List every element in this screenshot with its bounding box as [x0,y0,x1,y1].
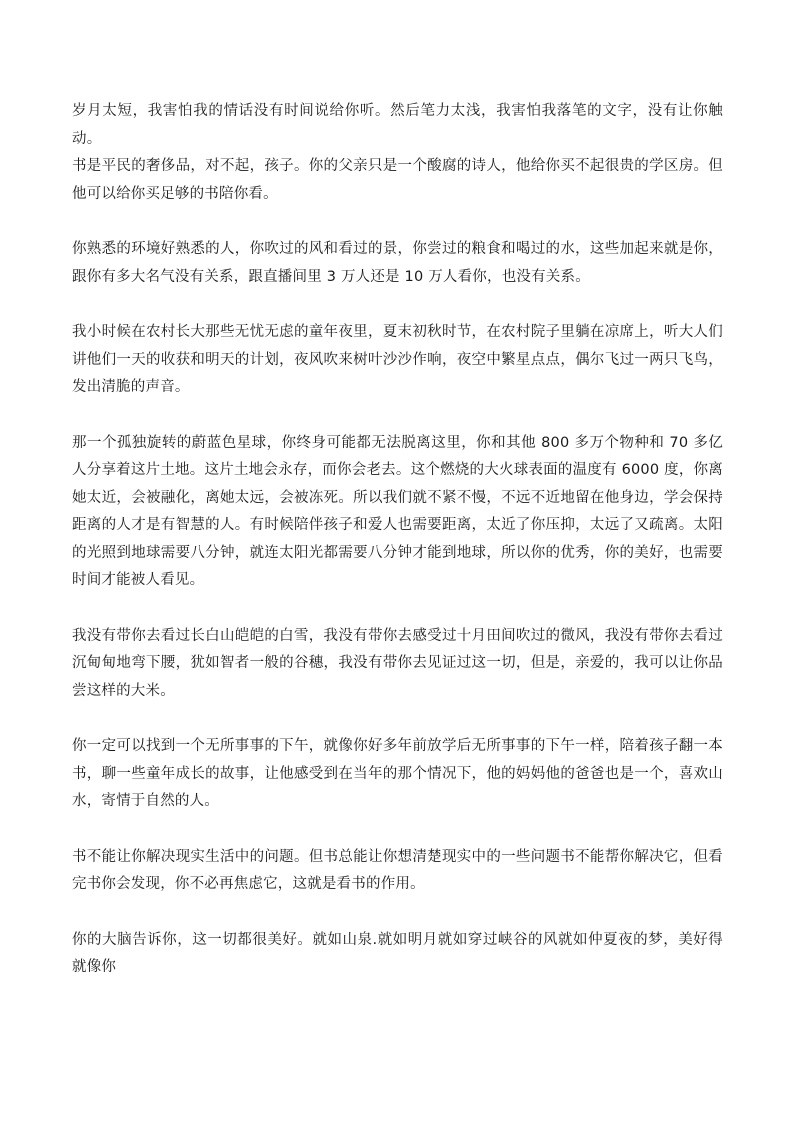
paragraph-spacer [72,402,723,430]
document-body [72,98,723,982]
paragraph-1: 岁月太短，我害怕我的情话没有时间说给你听。然后笔力太浅，我害怕我落笔的文字，没有让你触动。 [72,103,723,147]
paragraph-8: 书不能让你解决现实生活中的问题。但书总能让你想清楚现实中的一些问题书不能帮你解决它，但看完书你会发现，你不必再焦虑它，这就是看书的作用。 [72,848,723,892]
paragraph-spacer [72,291,723,319]
paragraph-spacer [72,595,723,623]
paragraph-spacer [72,208,723,236]
paragraph-spacer [72,899,723,927]
paragraph-5: 那一个孤独旋转的蔚蓝色星球，你终身可能都无法脱离这里，你和其他 800 多万个物种和 70 多亿人分享着这片土地。这片土地会永存，而你会老去。这个燃烧的大火球表面的温度有 6000 度，你离她太近，会被融化，离她太远，会被冻死。所以我们就不紧不慢，不远不近地留在他身边，学会保持距离的人才是有智慧的人。有时候陪伴孩子和爱人也需要距离，太近了你压抑，太远了又疏离。太阳的光照到地球需要八分钟，就连太阳光都需要八分钟才能到地球，所以你的优秀，你的美好，也需要时间才能被人看见。 [72,434,723,588]
paragraph-7: 你一定可以找到一个无所事事的下午，就像你好多年前放学后无所事事的下午一样，陪着孩子翻一本书，聊一些童年成长的故事，让他感受到在当年的那个情况下，他的妈妈他的爸爸也是一个，喜欢山水，寄情于自然的人。 [72,738,723,809]
paragraph-2: 书是平民的奢侈品，对不起，孩子。你的父亲只是一个酸腐的诗人，他给你买不起很贵的学区房。但他可以给你买足够的书陪你看。 [72,158,723,202]
paragraph-6: 我没有带你去看过长白山皑皑的白雪，我没有带你去感受过十月田间吹过的微风，我没有带你去看过沉甸甸地弯下腰，犹如智者一般的谷穗，我没有带你去见证过这一切，但是，亲爱的，我可以让你品尝这样的大米。 [72,627,723,699]
paragraph-4: 我小时候在农村长大那些无忧无虑的童年夜里，夏末初秋时节，在农村院子里躺在凉席上，听大人们讲他们一天的收获和明天的计划，夜风吹来树叶沙沙作响，夜空中繁星点点，偶尔飞过一两只飞鸟，发出清脆的声音。 [72,324,723,395]
paragraph-9: 你的大脑告诉你，这一切都很美好。就如山泉.就如明月就如穿过峡谷的风就如仲夏夜的梦，美好得就像你 [72,931,723,975]
paragraph-spacer [72,705,723,733]
paragraph-spacer [72,816,723,844]
paragraph-3: 你熟悉的环境好熟悉的人，你吹过的风和看过的景，你尝过的粮食和喝过的水，这些加起来就是你，跟你有多大名气没有关系，跟直播间里 3 万人还是 10 万人看你，也没有关系。 [72,241,723,285]
